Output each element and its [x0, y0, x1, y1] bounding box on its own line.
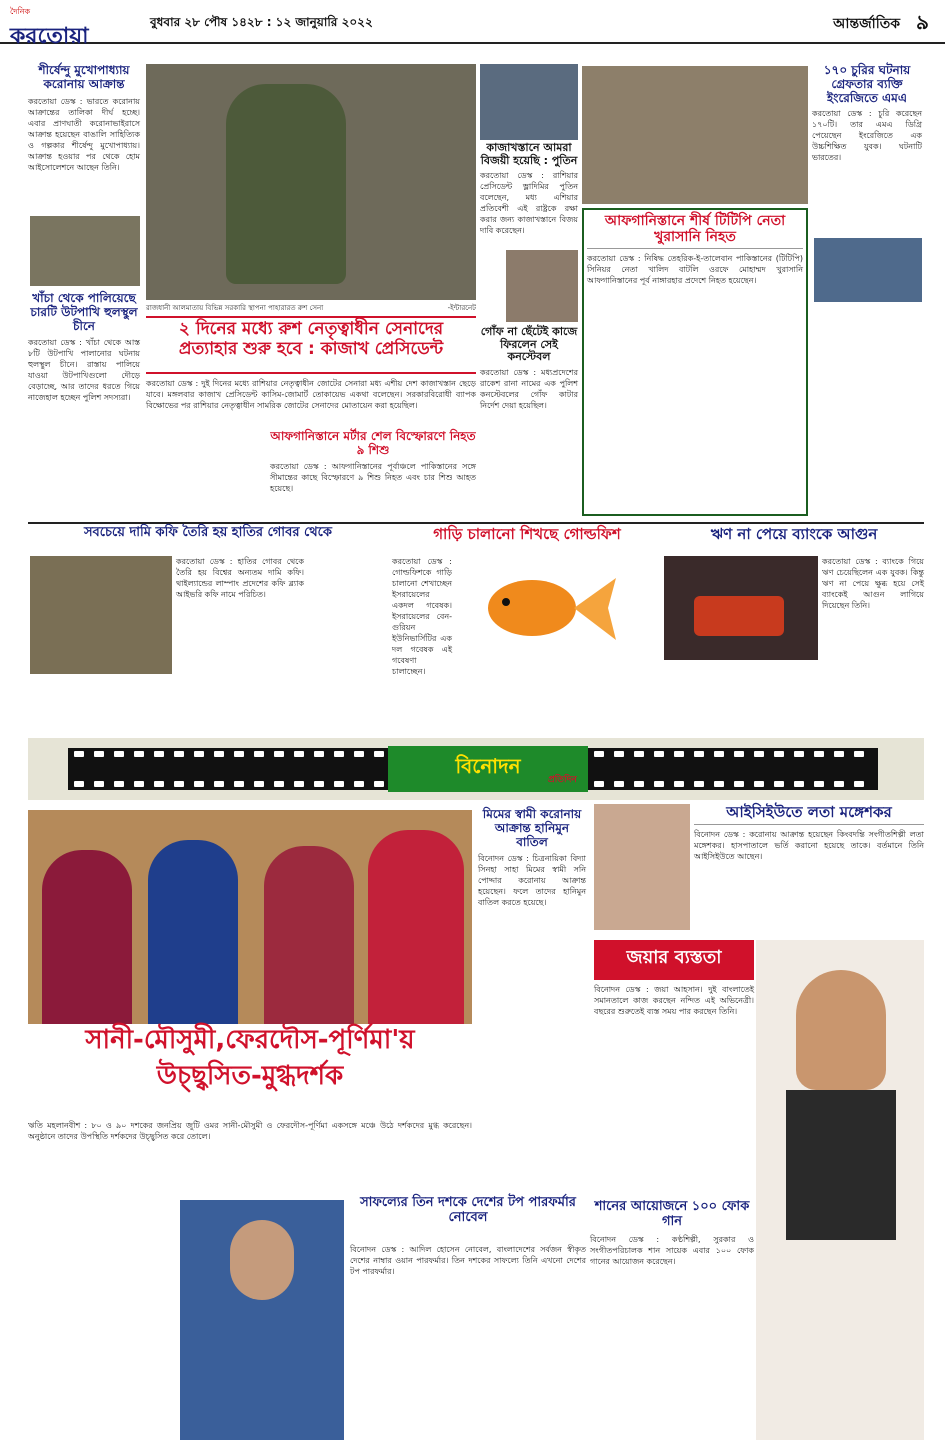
- goldfish-photo: [456, 556, 624, 660]
- main-headline: ২ দিনের মধ্যে রুশ নেতৃত্বাধীন সেনাদের প্রত্যাহার শুরু হবে : কাজাখ প্রেসিডেন্ট: [178, 319, 444, 359]
- film-sprocket-hole: [734, 751, 744, 757]
- ent-main-headline-box: [28, 1026, 472, 1112]
- top: [786, 1090, 896, 1240]
- goldfish-icon: [456, 556, 624, 660]
- entertainment-banner: [28, 738, 924, 800]
- film-sprocket-hole: [634, 781, 644, 787]
- person: [368, 830, 464, 1024]
- film-sprocket-hole: [334, 751, 344, 757]
- elephant-article-body: করতোয়া ডেস্ক : হাতির গোবর থেকে তৈরি হয় বিশ্বের অন্যতম দামি কফি। থাইল্যান্ডের লাম্পাং প্রদেশের কফি ব্ল্যাক আইভরি কফি নামে পরিচিত।: [176, 557, 304, 599]
- person: [42, 850, 132, 1024]
- film-sprocket-hole: [74, 781, 84, 787]
- face: [796, 970, 886, 1090]
- masthead: [0, 0, 945, 49]
- thief-photo: [814, 238, 922, 302]
- ent-main-article-body: ঋতি মহলানবীশ : ৮০ ও ৯০ দশকের জনপ্রিয় জুটি ওমর সানী-মৌসুমী ও ফেরদৌস-পূর্ণিমা একসঙ্গে মঞ্চে উঠে দর্শকদের মুগ্ধ করেছেন। অনুষ্ঠানে তাদের উপস্থিতি দর্শকদের উচ্ছ্বসিত করে তোলে।: [28, 1121, 472, 1141]
- film-sprocket-hole: [154, 781, 164, 787]
- bank-headline-box: [664, 526, 924, 556]
- photo-credit: -ইন্টারনেট: [447, 304, 476, 312]
- film-sprocket-hole: [854, 751, 864, 757]
- film-sprocket-hole: [654, 781, 664, 787]
- film-sprocket-hole: [594, 751, 604, 757]
- joya-headline-box: [594, 940, 754, 980]
- page-number: ৯: [916, 10, 929, 34]
- headline: মিমের স্বামী করোনায় আক্রান্ত হানিমুন বাতিল: [482, 807, 582, 849]
- headline: শীর্ষেন্দু মুখোপাধ্যায় করোনায় আক্রান্ত: [38, 63, 130, 91]
- article-body: বিনোদন ডেস্ক : চিত্রনায়িকা বিদ্যা সিনহা সাহা মিমের স্বামী সনি পোদ্দার করোনায় আক্রান্ত হয়েছেন। ফলে তাদের হানিমুন বাতিল করতে হয়েছে।: [478, 854, 586, 908]
- film-sprocket-hole: [114, 781, 124, 787]
- headline: ১৭০ চুরির ঘটনায় গ্রেফতার ব্যক্তি ইংরেজিতে এমএ: [823, 63, 911, 105]
- story-constable: [480, 326, 578, 516]
- film-sprocket-hole: [254, 781, 264, 787]
- film-sprocket-hole: [374, 751, 384, 757]
- story-mba-thief: [812, 64, 922, 264]
- film-sprocket-hole: [274, 781, 284, 787]
- story-folk: [590, 1200, 754, 1440]
- film-sprocket-hole: [694, 781, 704, 787]
- film-sprocket-hole: [694, 751, 704, 757]
- banner-title: বিনোদন: [455, 754, 521, 778]
- section-label: আন্তর্জাতিক: [833, 16, 900, 32]
- film-sprocket-hole: [174, 781, 184, 787]
- article-body: করতোয়া ডেস্ক : চুরি করেছেন ১৭০টি। তার এমএ ডিগ্রি পেয়েছেন ইংরেজিতে এক উচ্চশিক্ষিত যুবক। ঘটনাটি ভারতের।: [812, 109, 922, 163]
- divider: [28, 522, 924, 524]
- article-body: বিনোদন ডেস্ক : কণ্ঠশিল্পী, সুরকার ও সংগীতপরিচালক শান সায়েক এবার ১০০ ফোক গানের আয়োজন করেছেন।: [590, 1234, 754, 1266]
- film-sprocket-hole: [154, 751, 164, 757]
- headline: সবচেয়ে দামি কফি তৈরি হয় হাতির গোবর থেকে: [83, 525, 333, 540]
- film-sprocket-hole: [114, 751, 124, 757]
- film-sprocket-hole: [214, 781, 224, 787]
- film-sprocket-hole: [74, 751, 84, 757]
- putin-photo: [480, 64, 578, 140]
- film-sprocket-hole: [314, 751, 324, 757]
- story-shirshendu: [28, 63, 140, 172]
- film-sprocket-hole: [754, 751, 764, 757]
- ostrich-photo: [30, 216, 140, 286]
- film-sprocket-hole: [134, 781, 144, 787]
- headline-line-1: সানী-মৌসুমী,ফেরদৌস-পূর্ণিমা'য়: [85, 1025, 415, 1055]
- nobel-headline-box: [350, 1196, 586, 1240]
- film-sprocket-hole: [794, 781, 804, 787]
- film-sprocket-hole: [814, 751, 824, 757]
- article-body: করতোয়া ডেস্ক : নিষিদ্ধ তেহরিক-ই-তালেবান পাকিস্তানের (টিটিপি) সিনিয়র নেতা খালিদ বাটলি ওরফে মোহাম্মদ খুরাসানি আফগানিস্তানের পূর্ব নাঙ্গারহার প্রদেশে নিহত হয়েছেন।: [587, 254, 803, 286]
- film-sprocket-hole: [234, 751, 244, 757]
- film-sprocket-hole: [814, 781, 824, 787]
- article-body: বিনোদন ডেস্ক : করোনায় আক্রান্ত হয়েছেন কিংবদন্তি সংগীতশিল্পী লতা মঙ্গেশকর। হাসপাতালে ভর্তি করানো হয়েছে তাকে। বর্তমানে তিনি আইসিইউতে আছেন।: [694, 830, 924, 862]
- story-ostrich: [28, 292, 140, 492]
- story-putin: [480, 142, 578, 242]
- article-body: করতোয়া ডেস্ক : ভারতে করোনায় আক্রান্তের তালিকা দীর্ঘ হচ্ছে। এবার প্রাণঘাতী করোনাভাইরাসে আক্রান্ত হয়েছেন বাঙালি সাহিত্যিক ও গল্পকার শীর্ষেন্দু মুখোপাধ্যায়। আক্রান্ত হওয়ার পর থেকে হোম আইসোলেশনে আছেন তিনি।: [28, 96, 140, 172]
- film-sprocket-hole: [374, 781, 384, 787]
- headline: ঋণ না পেয়ে ব্যাংকে আগুন: [710, 525, 878, 543]
- film-sprocket-hole: [354, 751, 364, 757]
- headline: আফগানিস্তানে মর্টার শেল বিস্ফোরণে নিহত ৯ শিশু: [270, 429, 476, 457]
- ttp-photo: [582, 66, 808, 204]
- goldfish-headline-box: [392, 526, 662, 556]
- film-sprocket-hole: [274, 751, 284, 757]
- film-sprocket-hole: [94, 751, 104, 757]
- nobel-article-body: বিনোদন ডেস্ক : আদিল হোসেন নোবেল, বাংলাদেশের সর্বজন স্বীকৃত দেশের নাম্বার ওয়ান পারফর্মার। তিন দশকের সাফল্যে তিনি এখনো দেশের টপ পারফর্মার।: [350, 1245, 586, 1276]
- newspaper-logo: [10, 6, 140, 49]
- logo-small: দৈনিক: [10, 7, 31, 16]
- film-sprocket-hole: [134, 751, 144, 757]
- joya-article-body: বিনোদন ডেস্ক : জয়া আহসান। দুই বাংলাতেই সমানতালে কাজ করছেন নন্দিত এই অভিনেত্রী। বছরের শুরুতেই ব্যস্ত সময় পার করছেন তিনি।: [594, 985, 754, 1016]
- lata-photo: [594, 804, 690, 930]
- banner-subtitle: প্রতিদিন: [548, 775, 577, 785]
- headline: গাড়ি চালানো শিখছে গোল্ডফিশ: [433, 525, 621, 543]
- elephant-dung-photo: [30, 556, 172, 674]
- film-sprocket-hole: [254, 751, 264, 757]
- goldfish-article-body: করতোয়া ডেস্ক : গোল্ডফিশকে গাড়ি চালানো শেখাচ্ছেন ইসরায়েলের একদল গবেষক। ইসরায়েলের বেন-গুরিয়ন ইউনিভার্সিটির এক দল গবেষক এই গবেষণা চালাচ্ছেন।: [392, 557, 452, 676]
- fire-truck: [694, 596, 784, 636]
- film-sprocket-hole: [754, 781, 764, 787]
- film-sprocket-hole: [334, 781, 344, 787]
- film-sprocket-hole: [294, 751, 304, 757]
- film-sprocket-hole: [654, 751, 664, 757]
- film-sprocket-hole: [634, 751, 644, 757]
- story-mim: [478, 808, 586, 1118]
- film-sprocket-hole: [214, 751, 224, 757]
- film-sprocket-hole: [354, 781, 364, 787]
- story-ttp: [582, 208, 808, 516]
- bank-fire-photo: [664, 556, 818, 660]
- headline-line-2: উচ্ছ্বসিত-মুগ্ধদর্শক: [156, 1060, 344, 1091]
- headline: কাজাখস্তানে আমরা বিজয়ী হয়েছি : পুতিন: [480, 141, 578, 167]
- nobel-photo: [180, 1200, 344, 1440]
- elephant-headline-box: [28, 526, 388, 556]
- joya-photo: [756, 940, 924, 1440]
- headline: আইসিইউতে লতা মঙ্গেশকর: [694, 804, 924, 825]
- headline: শানের আয়োজনে ১০০ ফোক গান: [594, 1199, 750, 1229]
- constable-photo: [506, 250, 578, 322]
- film-sprocket-hole: [734, 781, 744, 787]
- film-sprocket-hole: [314, 781, 324, 787]
- main-article-body: করতোয়া ডেস্ক : দুই দিনের মধ্যে রাশিয়ার নেতৃত্বাধীন জোটের সেনারা মধ্য এশীয় দেশ কাজাখস্তান ছেড়ে যাবে। মঙ্গলবার কাজাখ প্রেসিডেন্ট কাসিম-জোমার্ট তোকায়েভ একথা বলেছেন। সরকারবিরোধী ব্যাপক বিক্ষোভের পর রাশিয়ার নেতৃত্বাধীন সামরিক জোটের সেনাদের মোতায়েন করা হয়েছিল।: [146, 379, 476, 410]
- film-sprocket-hole: [234, 781, 244, 787]
- film-sprocket-hole: [714, 751, 724, 757]
- film-sprocket-hole: [714, 781, 724, 787]
- bank-article-body: করতোয়া ডেস্ক : ব্যাংকে গিয়ে ঋণ চেয়েছিলেন এক যুবক। কিন্তু ঋণ না পেয়ে ক্ষুব্ধ হয়ে সেই ব্যাংকেই আগুন লাগিয়ে দিয়েছেন তিনি।: [822, 557, 924, 610]
- article-body: করতোয়া ডেস্ক : রাশিয়ার প্রেসিডেন্ট ভ্লাদিমির পুতিন বলেছেন, মধ্য এশিয়ার প্রতিবেশী এই রাষ্ট্রকে রক্ষা করার জন্য কাজাখস্তানে বিজয় দাবি করেছেন।: [480, 171, 578, 236]
- film-sprocket-hole: [674, 781, 684, 787]
- photo-caption: রাজধানী আলমাতায় বিভিন্ন সরকারি স্থাপনা পাহারারত রুশ সেনা: [146, 304, 324, 312]
- headline: সাফল্যের তিন দশকে দেশের টপ পারফর্মার নোবেল: [360, 1195, 576, 1225]
- face: [230, 1220, 294, 1300]
- film-sprocket-hole: [614, 751, 624, 757]
- person: [148, 840, 238, 1024]
- headline: জয়ার ব্যস্ততা: [626, 947, 722, 968]
- article-body: করতোয়া ডেস্ক : খাঁচা থেকে আস্ত ৮টি উটপাখি পালানোর ঘটনায় হুলস্থুল চীনে। রাস্তায় পালিয়ে যাওয়া উটপাখিগুলো দৌড়ে বেড়াচ্ছে, আর তাদের ধরতে গিয়ে নাজেহাল হচ্ছেন পুলিশ সদস্যরা।: [28, 338, 140, 403]
- film-sprocket-hole: [174, 751, 184, 757]
- soldier-photo: [146, 64, 476, 300]
- film-sprocket-hole: [854, 781, 864, 787]
- headline: আফগানিস্তানে শীর্ষ টিটিপি নেতা খুরাসানি নিহত: [587, 213, 803, 249]
- story-lata: [694, 804, 924, 934]
- stars-group-photo: [28, 810, 472, 1024]
- headline: খাঁচা থেকে পালিয়েছে চারটি উটপাখি হুলস্থুল চীনে: [30, 291, 138, 333]
- article-body: করতোয়া ডেস্ক : মধ্যপ্রদেশের রাকেশ রানা নামের এক পুলিশ কনস্টেবলের গোঁফ কাটার নির্দেশ দেয়া হয়েছিল।: [480, 367, 578, 410]
- film-sprocket-hole: [774, 751, 784, 757]
- film-sprocket-hole: [94, 781, 104, 787]
- film-sprocket-hole: [194, 781, 204, 787]
- film-sprocket-hole: [774, 781, 784, 787]
- soldier-figure: [226, 84, 346, 284]
- film-sprocket-hole: [674, 751, 684, 757]
- main-headline-box: [146, 316, 476, 374]
- logo-text: করতোয়া: [10, 23, 89, 49]
- film-sprocket-hole: [194, 751, 204, 757]
- film-sprocket-hole: [794, 751, 804, 757]
- story-afghan-mortar: [270, 430, 476, 520]
- person: [264, 846, 354, 1024]
- dateline: বুধবার ২৮ পৌষ ১৪২৮ : ১২ জানুয়ারি ২০২২: [150, 15, 373, 29]
- film-sprocket-hole: [834, 781, 844, 787]
- film-sprocket-hole: [294, 781, 304, 787]
- article-body: করতোয়া ডেস্ক : আফগানিস্তানের পূর্বাঞ্চলে পাকিস্তানের সঙ্গে সীমান্তের কাছে বিস্ফোরণে ৯ শিশু নিহত এবং চার শিশু আহত হয়েছে।: [270, 461, 476, 493]
- film-sprocket-hole: [834, 751, 844, 757]
- headline: গোঁফ না ছেঁটেই কাজে ফিরলেন সেই কনস্টেবল: [480, 325, 578, 364]
